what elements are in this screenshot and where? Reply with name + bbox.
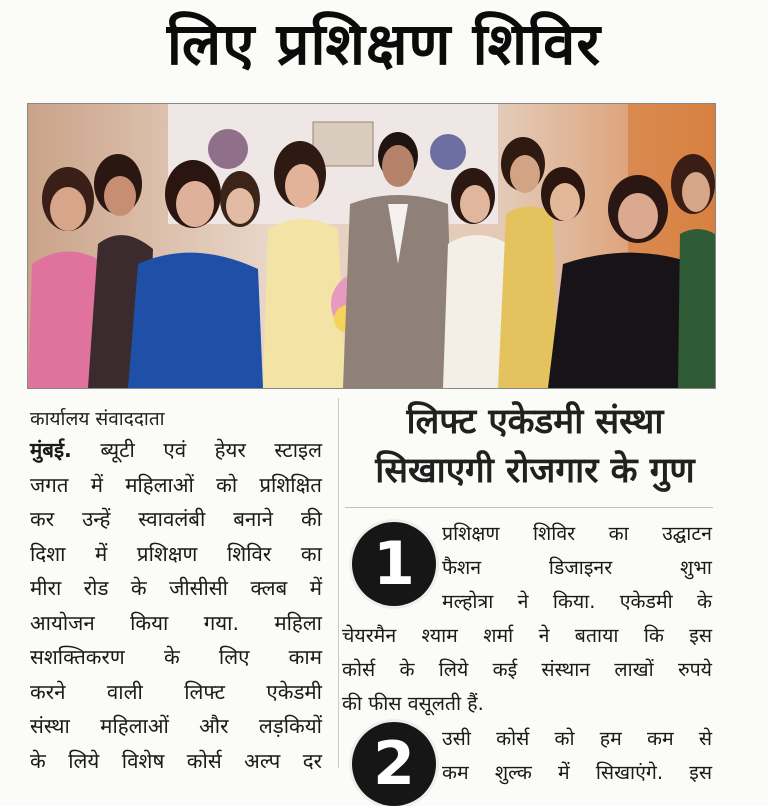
article-left-column [30, 433, 322, 778]
article-line: के लिये विशेष कोर्स अल्प दर [30, 748, 322, 773]
headline: लिए प्रशिक्षण शिविर [166, 10, 602, 78]
article-line: मीरा रोड के जीसीसी क्लब में [30, 576, 322, 600]
point-number-badge: 1 [352, 522, 436, 606]
point-1-line: मल्होत्रा ने किया. एकेडमी के [442, 590, 712, 613]
article-line: आयोजन किया गया. महिला [30, 610, 322, 635]
point-1-line: चेयरमैन श्याम शर्मा ने बताया कि इस [342, 624, 712, 647]
article-line: दिशा में प्रशिक्षण शिविर का [30, 541, 322, 566]
article-line: करने वाली लिफ्ट एकेडमी [30, 679, 322, 704]
news-photo [27, 103, 716, 389]
point-2-line: उसी कोर्स को हम कम से [442, 727, 712, 750]
point-1-line: कोर्स के लिये कई संस्थान लाखों रुपये [342, 658, 712, 681]
article-line: सशक्तिकरण के लिए काम [30, 645, 322, 669]
sub-headline [345, 398, 725, 496]
sub-headline-rule [345, 507, 713, 508]
sub-headline-line: लिफ्ट एकेडमी संस्था [406, 402, 664, 442]
article-line: कर उन्हें स्वावलंबी बनाने की [30, 507, 322, 531]
sub-headline-line: सिखाएगी रोजगार के गुण [375, 451, 695, 491]
point-2-line: कम शुल्क में सिखाएंगे. इस [442, 761, 712, 784]
article-line: जगत में महिलाओं को प्रशिक्षित [30, 472, 322, 497]
point-1-line: प्रशिक्षण शिविर का उद्घाटन [442, 522, 712, 545]
article-line: संस्था महिलाओं और लड़कियों [30, 714, 322, 738]
article-line: मुंबई. ब्यूटी एवं हेयर स्टाइल [30, 438, 322, 462]
dateline: मुंबई. [30, 438, 72, 462]
column-divider [338, 398, 339, 768]
point-1-line: की फीस वसूलती हैं. [342, 692, 484, 715]
point-number-badge: 2 [352, 722, 436, 806]
point-1-line: फैशन डिजाइनर शुभा [442, 556, 712, 579]
byline: कार्यालय संवाददाता [30, 408, 165, 430]
